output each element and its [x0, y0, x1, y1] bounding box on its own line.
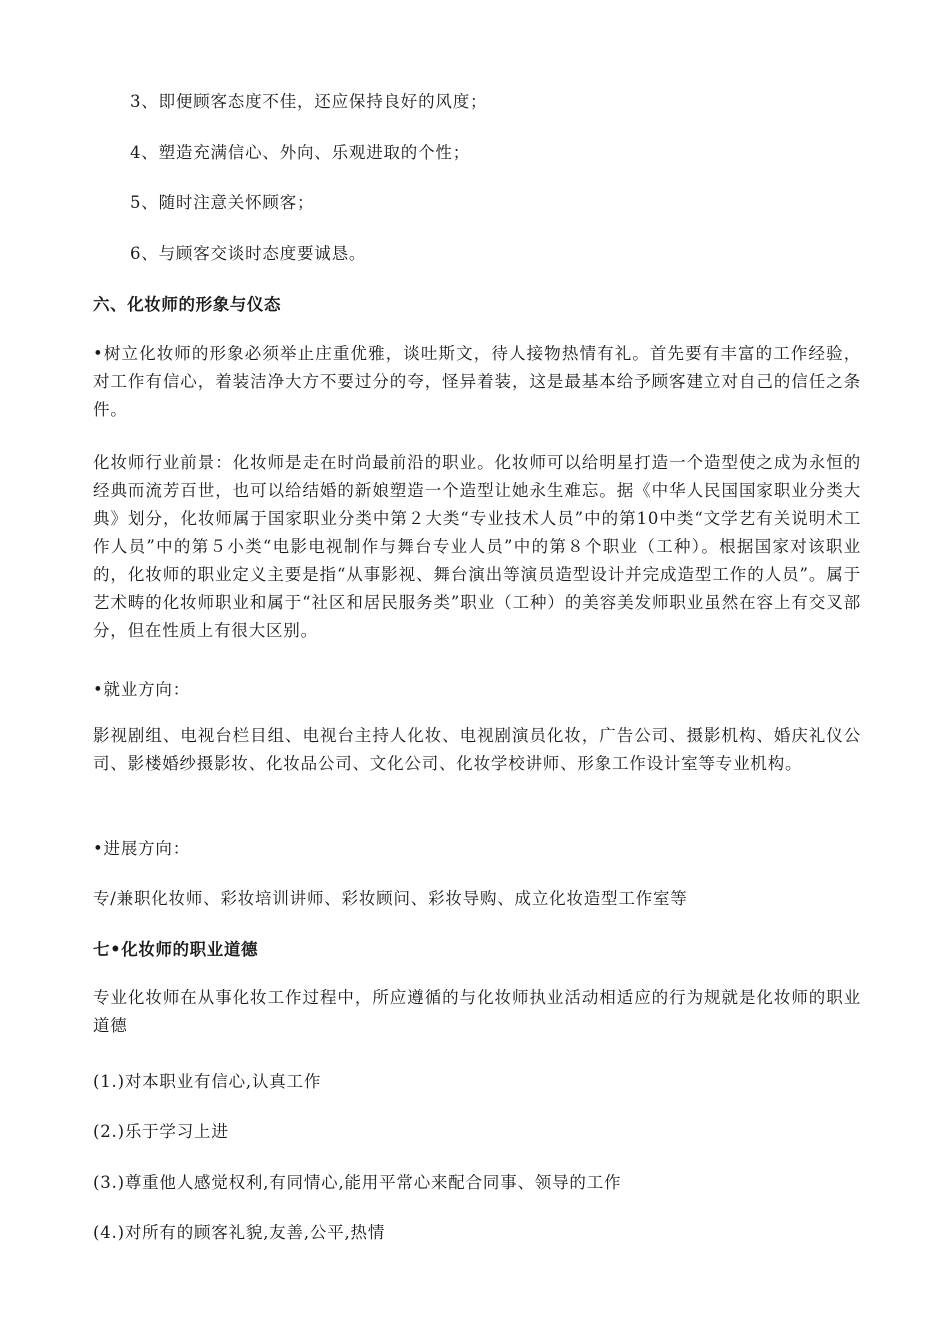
- list-item: (4.)对所有的顾客礼貌,友善,公平,热情: [93, 1223, 386, 1242]
- employment-paragraph: 影视剧组、电视台栏目组、电视台主持人化妆、电视剧演员化妆，广告公司、摄影机构、婚庆礼仪公司、影楼婚纱摄影妆、化妆品公司、文化公司、化妆学校讲师、形象工作设计室等专业机构。: [93, 726, 861, 773]
- development-paragraph: 专/兼职化妆师、彩妆培训讲师、彩妆顾问、彩妆导购、成立化妆造型工作室等: [93, 889, 688, 908]
- section-heading-6: 六、化妆师的形象与仪态: [93, 295, 282, 314]
- list-item: (3.)尊重他人感觉权利,有同情心,能用平常心来配合同事、领导的工作: [93, 1173, 622, 1192]
- industry-prospects-paragraph: 化妆师行业前景：化妆师是走在时尚最前沿的职业。化妆师可以给明星打造一个造型使之成为永恒的经典而流芳百世，也可以给结婚的新娘塑造一个造型让她永生难忘。据《中华人民国国家职业分类大典》划分，化妆师属于国家职业分类中第２大类“专业技术人员”中的第10中类“文学艺有关说明术工作人员”中的第５小类“电影电视制作与舞台专业人员”中的第８个职业（工种）。根据国家对该职业的，化妆师的职业定义主要是指“从事影视、舞台演出等演员造型设计并完成造型工作的人员”。属于艺术畴的化妆师职业和属于“社区和居民服务类”职业（工种）的美容美发师职业虽然在容上有交叉部分，但在性质上有很大区别。: [93, 453, 861, 640]
- list-item: (1.)对本职业有信心,认真工作: [93, 1072, 322, 1091]
- image-etiquette-paragraph: •树立化妆师的形象必须举止庄重优雅，谈吐斯文，待人接物热情有礼。首先要有丰富的工作经验，对工作有信心，着装洁净大方不要过分的夸，怪异着装，这是最基本给予顾客建立对自己的信任之条件。: [93, 344, 861, 419]
- list-item: (2.)乐于学习上进: [93, 1122, 229, 1141]
- employment-label: •就业方向：: [93, 680, 191, 699]
- list-item: 6、与顾客交谈时态度要诚恳。: [130, 244, 367, 263]
- ethics-intro-paragraph: 专业化妆师在从事化妆工作过程中，所应遵循的与化妆师执业活动相适应的行为规就是化妆师的职业道德: [93, 988, 861, 1035]
- development-label: •进展方向：: [93, 839, 191, 858]
- list-item: 3、即便顾客态度不佳，还应保持良好的风度；: [130, 92, 488, 111]
- list-item: 5、随时注意关怀顾客；: [130, 193, 315, 212]
- section-heading-7: 七•化妆师的职业道德: [93, 940, 259, 959]
- list-item: 4、塑造充满信心、外向、乐观进取的个性；: [130, 143, 470, 162]
